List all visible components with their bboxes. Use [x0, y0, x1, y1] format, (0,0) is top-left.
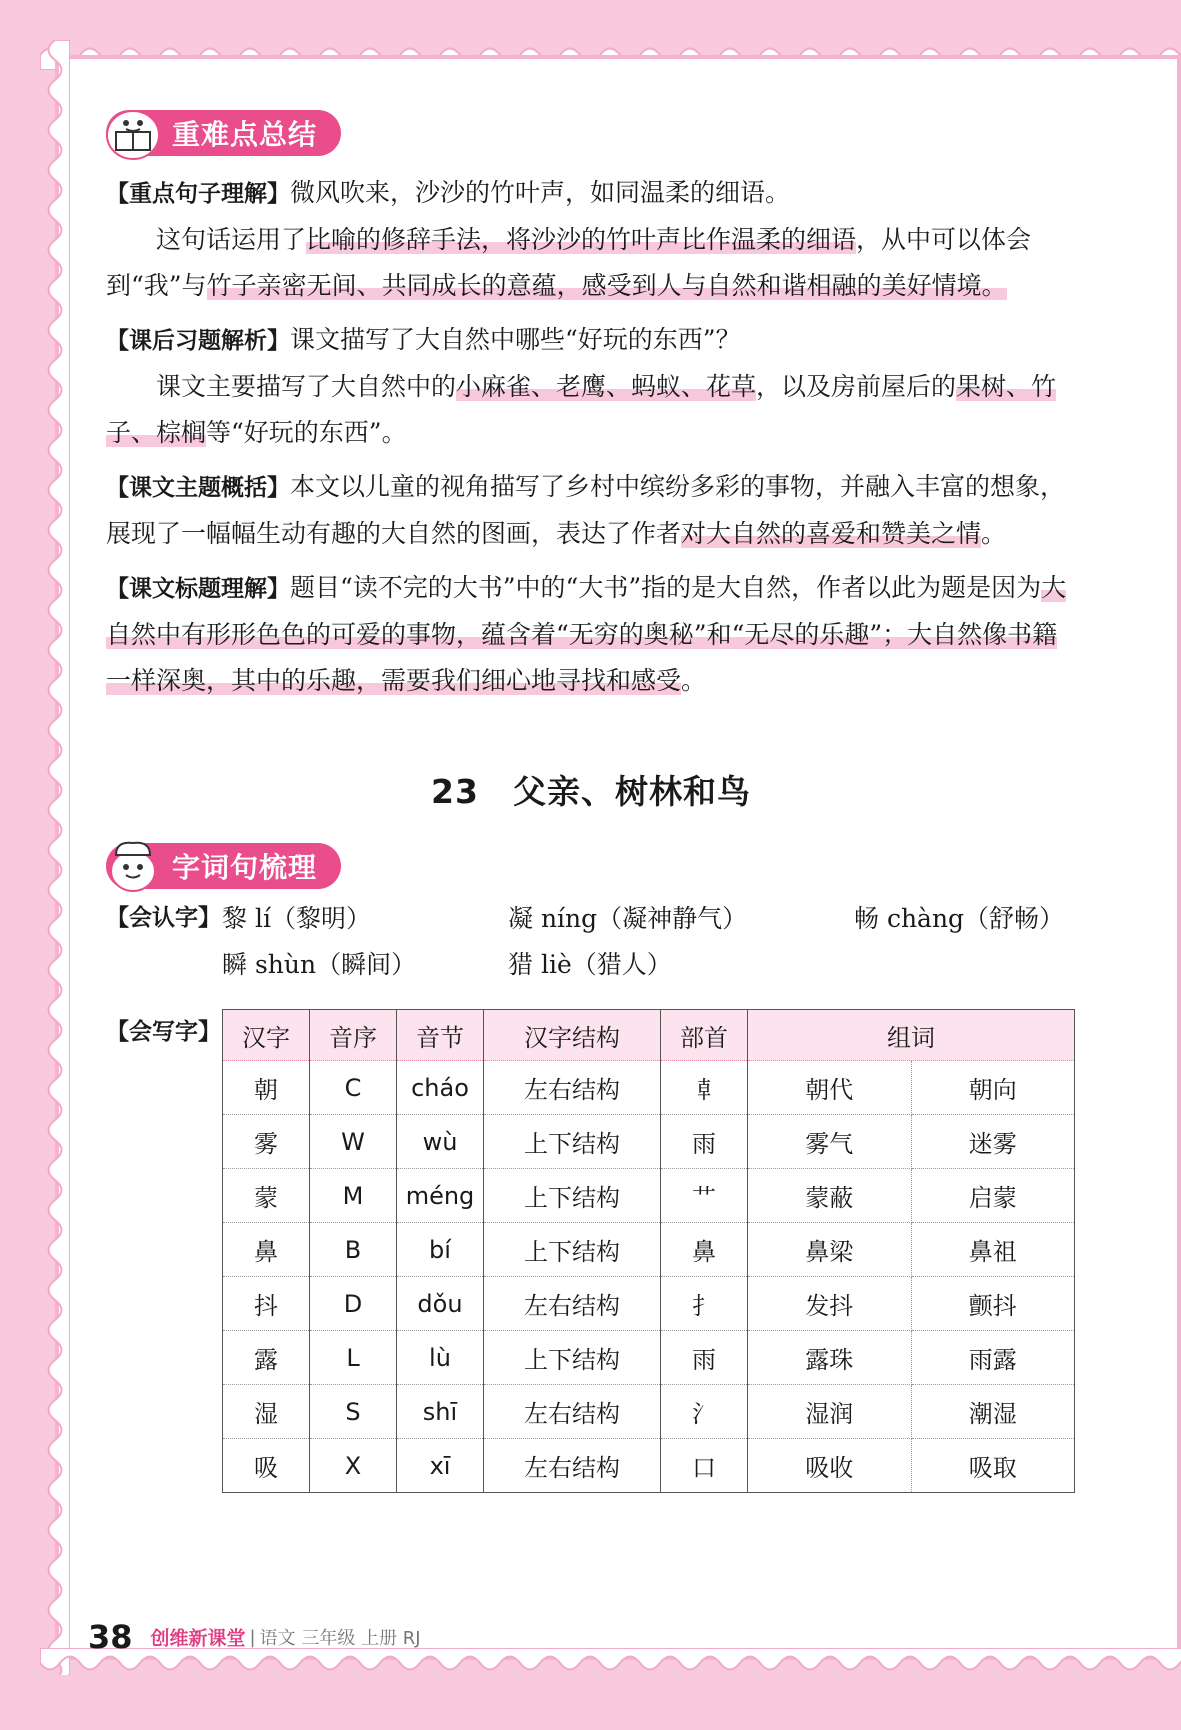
cell-radical: 雨	[661, 1115, 748, 1169]
cell-char: 湿	[223, 1385, 310, 1439]
cell-structure: 上下结构	[484, 1115, 661, 1169]
theme-tag: 【课文主题概括】	[106, 475, 290, 501]
section-badge-summary	[106, 110, 341, 156]
write-label: 【会写字】	[106, 1019, 221, 1045]
cell-char: 吸	[223, 1439, 310, 1493]
table-row	[223, 1439, 1075, 1493]
cell-radical: 雨	[661, 1331, 748, 1385]
key-sentence-paragraph	[106, 170, 1076, 217]
recognize-item: 猎 liè（猎人）	[508, 950, 672, 979]
cell-pinyin: lù	[397, 1331, 484, 1385]
book-info: 语文 三年级 上册 RJ	[259, 1628, 421, 1649]
chef-character-icon	[102, 835, 164, 897]
chapter-name: 父亲、树林和鸟	[512, 772, 751, 811]
cell-pinyin: dǒu	[397, 1277, 484, 1331]
table-row	[223, 1385, 1075, 1439]
text-run: 这句话运用了	[156, 225, 307, 254]
text-run: 。	[981, 519, 1007, 548]
key-sentence-explanation	[106, 217, 1076, 309]
cell-index: C	[310, 1061, 397, 1115]
col-header-radical: 部首	[661, 1010, 748, 1061]
highlighted-text: 对大自然的喜爱和赞美之情	[681, 519, 982, 548]
cell-structure: 上下结构	[484, 1331, 661, 1385]
exercise-answer	[106, 364, 1076, 456]
cell-radical: 口	[661, 1439, 748, 1493]
recognize-item: 凝 níng（凝神静气）	[508, 904, 748, 933]
cell-word-1: 发抖	[748, 1277, 912, 1331]
table-row	[223, 1223, 1075, 1277]
cell-pinyin: bí	[397, 1223, 484, 1277]
col-header-structure: 汉字结构	[484, 1010, 661, 1061]
chapter-title	[106, 766, 1076, 813]
cell-word-2: 朝向	[911, 1061, 1075, 1115]
text-run: 题目“读不完的大书”中的“大书”指的是大自然，作者以此为题是因为	[290, 573, 1042, 602]
title-tag: 【课文标题理解】	[106, 576, 290, 602]
exercise-paragraph	[106, 317, 1076, 364]
cell-radical: 艹	[661, 1169, 748, 1223]
cell-index: M	[310, 1169, 397, 1223]
highlighted-text: 情境。	[931, 271, 1007, 300]
cell-word-1: 吸收	[748, 1439, 912, 1493]
cell-radical: 氵	[661, 1385, 748, 1439]
cell-word-2: 吸取	[911, 1439, 1075, 1493]
cell-structure: 上下结构	[484, 1223, 661, 1277]
cell-word-1: 蒙蔽	[748, 1169, 912, 1223]
title-paragraph	[106, 565, 1076, 704]
book-character-icon	[102, 102, 164, 164]
table-header-row	[223, 1010, 1075, 1061]
cell-index: W	[310, 1115, 397, 1169]
key-sentence-text: 微风吹来，沙沙的竹叶声，如同温柔的细语。	[290, 178, 791, 207]
highlighted-text: 大自然中有形形色色的可爱的事物，蕴含着“无穷的奥秘”和“无尽的乐趣”；大自然像书籍一样深奥，其中的乐趣，需要我们细心地寻找和感受	[106, 573, 1067, 695]
table-row	[223, 1169, 1075, 1223]
decorative-wave-border-left	[40, 40, 70, 1675]
cell-radical: 鼻	[661, 1223, 748, 1277]
section-title-words: 字词句梳理	[172, 851, 318, 884]
table-row	[223, 1277, 1075, 1331]
chapter-number: 23	[431, 772, 479, 811]
theme-paragraph	[106, 464, 1076, 557]
recognize-chars	[106, 899, 1076, 999]
cell-pinyin: shī	[397, 1385, 484, 1439]
main-content	[106, 110, 1076, 1482]
text-run: 本文以儿童的视角描写了乡村中缤纷多彩的事物，并融入丰富的想象，展现了一幅幅生动有趣的大自然的图画，表达了作者	[106, 472, 1066, 548]
text-run: ，从中可以体会到“我”与	[106, 225, 1032, 300]
cell-char: 朝	[223, 1061, 310, 1115]
highlighted-text: 比喻的修辞手法，将沙沙的竹叶声比作温柔的细语	[306, 225, 857, 254]
highlighted-text: 竹子亲密无间、共同成长的意蕴，感受到人与自然和谐相融的美好	[206, 271, 932, 300]
cell-index: D	[310, 1277, 397, 1331]
cell-char: 抖	[223, 1277, 310, 1331]
col-header-pinyin: 音节	[397, 1010, 484, 1061]
col-header-char: 汉字	[223, 1010, 310, 1061]
table-row	[223, 1061, 1075, 1115]
cell-word-1: 朝代	[748, 1061, 912, 1115]
exercise-question: 课文描写了大自然中哪些“好玩的东西”？	[290, 325, 741, 354]
page-number: 38	[88, 1618, 133, 1656]
cell-char: 鼻	[223, 1223, 310, 1277]
cell-char: 蒙	[223, 1169, 310, 1223]
recognize-item: 黎 lí（黎明）	[222, 904, 371, 933]
cell-index: X	[310, 1439, 397, 1493]
page-footer	[88, 1618, 421, 1656]
brand-name: 创维新课堂	[150, 1627, 246, 1650]
cell-index: S	[310, 1385, 397, 1439]
cell-word-2: 雨露	[911, 1331, 1075, 1385]
key-sentence-tag: 【重点句子理解】	[106, 181, 290, 207]
cell-radical: 𠦝	[661, 1061, 748, 1115]
highlighted-text: 小麻雀、老鹰、蚂蚁、花草	[456, 372, 757, 401]
cell-char: 雾	[223, 1115, 310, 1169]
cell-word-1: 雾气	[748, 1115, 912, 1169]
recognize-item: 畅 chàng（舒畅）	[854, 904, 1065, 933]
cell-index: B	[310, 1223, 397, 1277]
cell-structure: 左右结构	[484, 1439, 661, 1493]
cell-word-2: 颤抖	[911, 1277, 1075, 1331]
section-badge-words	[106, 843, 341, 889]
footer-separator: |	[249, 1626, 256, 1648]
cell-word-2: 鼻祖	[911, 1223, 1075, 1277]
cell-index: L	[310, 1331, 397, 1385]
text-run: ，以及房前屋后的	[756, 372, 957, 401]
text-run: 。	[681, 666, 707, 695]
cell-word-1: 露珠	[748, 1331, 912, 1385]
cell-pinyin: méng	[397, 1169, 484, 1223]
highlighted-text: 果树、竹子、棕榈	[106, 372, 1057, 447]
text-run: 课文主要描写了大自然中的	[156, 372, 457, 401]
cell-radical: 扌	[661, 1277, 748, 1331]
cell-structure: 左右结构	[484, 1277, 661, 1331]
cell-structure: 左右结构	[484, 1385, 661, 1439]
recognize-item: 瞬 shùn（瞬间）	[222, 950, 417, 979]
cell-word-1: 鼻梁	[748, 1223, 912, 1277]
exercise-tag: 【课后习题解析】	[106, 328, 290, 354]
col-header-words: 组词	[748, 1010, 1075, 1061]
cell-structure: 左右结构	[484, 1061, 661, 1115]
cell-pinyin: wù	[397, 1115, 484, 1169]
cell-pinyin: xī	[397, 1439, 484, 1493]
cell-structure: 上下结构	[484, 1169, 661, 1223]
table-row	[223, 1331, 1075, 1385]
cell-char: 露	[223, 1331, 310, 1385]
cell-word-2: 启蒙	[911, 1169, 1075, 1223]
recognize-label: 【会认字】	[106, 905, 221, 931]
text-run: 等“好玩的东西”。	[206, 418, 407, 447]
cell-word-1: 湿润	[748, 1385, 912, 1439]
write-chars-table	[222, 1009, 1075, 1493]
cell-pinyin: cháo	[397, 1061, 484, 1115]
col-header-index: 音序	[310, 1010, 397, 1061]
table-row	[223, 1115, 1075, 1169]
cell-word-2: 潮湿	[911, 1385, 1075, 1439]
section-title-summary: 重难点总结	[172, 118, 318, 151]
cell-word-2: 迷雾	[911, 1115, 1075, 1169]
